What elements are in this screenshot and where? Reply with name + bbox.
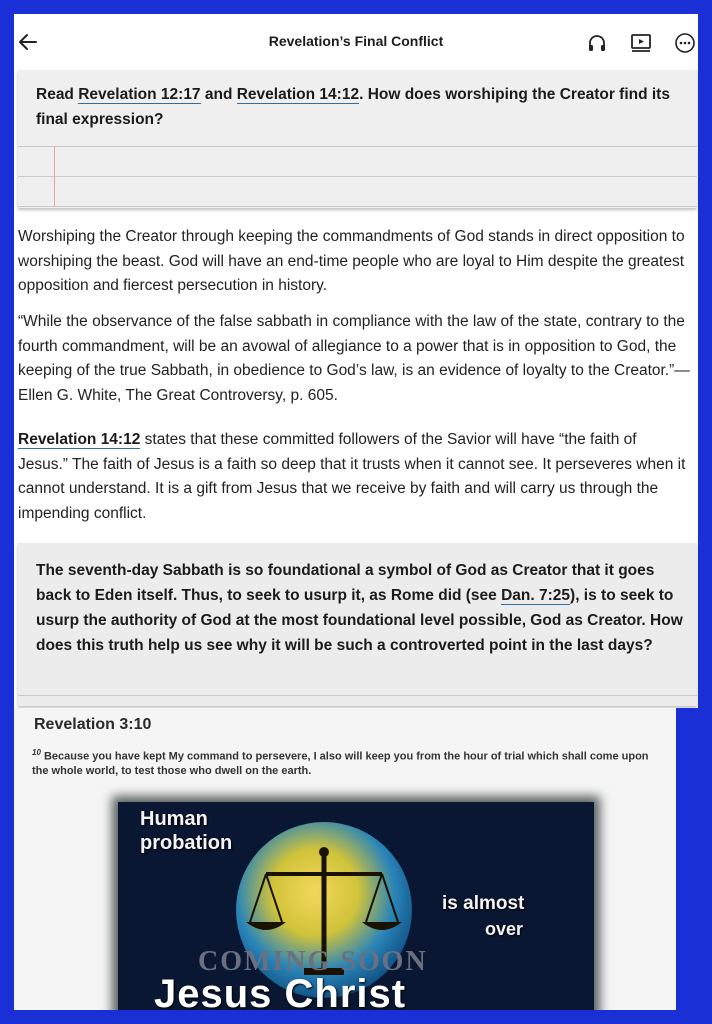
verse-text: [32, 746, 662, 779]
link-revelation-14-12[interactable]: Revelation 14:12: [236, 86, 360, 103]
question-2-after: ), is to seek to usurp the authority of God at the most foundational level possible, God as Creator. How does this truth help us see why it will be such a controverted point in the last days?: [36, 587, 683, 654]
app-frame: [14, 14, 698, 1010]
verse-body: Because you have kept My command to persevere, I also will keep you from the hour of trial which shall come upon the whole world, to test those who dwell on the earth.: [32, 750, 649, 778]
paragraph-3-text: states that these committed followers of the Savior will have “the faith of Jesus.” The faith of Jesus is a faith so deep that it trusts when it cannot see. It perseveres when it cannot understand. It is a gift from Jesus that we receive by faith and will carry us through the impending conflict.: [18, 431, 686, 522]
paragraph-2: “While the observance of the false sabbath in compliance with the law of the state, contrary to the fourth commandment, will be an avowal of allegiance to a power that is in opposition to God, the keeping of the true Sabbath, in obedience to God’s law, is an evidence of loyalty to the Creator.”—Ellen G. White, The Great Controversy, p. 605.: [18, 313, 690, 404]
verse-number: 10: [32, 748, 41, 757]
poster-line-5: COMING SOON: [198, 946, 428, 977]
question-box-1: [18, 70, 697, 208]
margin-line: [54, 146, 55, 206]
answer-line: [18, 176, 697, 177]
paragraph-3: [18, 428, 690, 526]
question-1-text: [36, 82, 683, 132]
question-1-and: and: [200, 86, 237, 103]
embedded-image: [14, 708, 676, 1010]
verse-reference: Revelation 3:10: [34, 716, 152, 733]
more-options-icon[interactable]: [674, 32, 696, 54]
link-revelation-12-17[interactable]: Revelation 12:17: [78, 86, 201, 103]
link-revelation-14-12-body[interactable]: Revelation 14:12: [18, 431, 141, 448]
poster-line-1: Human: [140, 808, 208, 830]
question-1-rest: . How does worshiping the Creator find its final expression?: [36, 86, 670, 128]
question-2-before: The seventh-day Sabbath is so foundational a symbol of God as Creator that it goes back to Eden itself. Thus, to seek to usurp it, as Rome did (see: [36, 562, 655, 604]
top-bar: [14, 14, 698, 70]
image-border-strip: [676, 708, 698, 1010]
question-1-prefix: Read: [36, 86, 79, 103]
answer-line: [18, 146, 697, 147]
answer-line: [18, 695, 697, 696]
link-dan-7-25[interactable]: Dan. 7:25: [501, 587, 571, 604]
question-2-text: [36, 558, 683, 658]
headphones-icon[interactable]: [586, 32, 608, 54]
poster-line-2: probation: [140, 832, 233, 854]
answer-line: [18, 206, 697, 207]
page-title: Revelation’s Final Conflict: [268, 33, 444, 49]
answer-lines[interactable]: [18, 146, 697, 206]
video-icon[interactable]: [630, 32, 652, 54]
paragraph-1: Worshiping the Creator through keeping the commandments of God stands in direct opposition to worshiping the beast. God will have an end-time people who are loyal to Him despite the greatest opposition and fiercest persecution in history.: [18, 228, 685, 295]
question-box-2: [18, 543, 697, 706]
poster-line-6: Jesus Christ: [154, 972, 407, 1010]
poster-line-3: is almost: [442, 893, 525, 914]
poster-image: [118, 802, 594, 1010]
poster-line-4: over: [485, 919, 524, 939]
